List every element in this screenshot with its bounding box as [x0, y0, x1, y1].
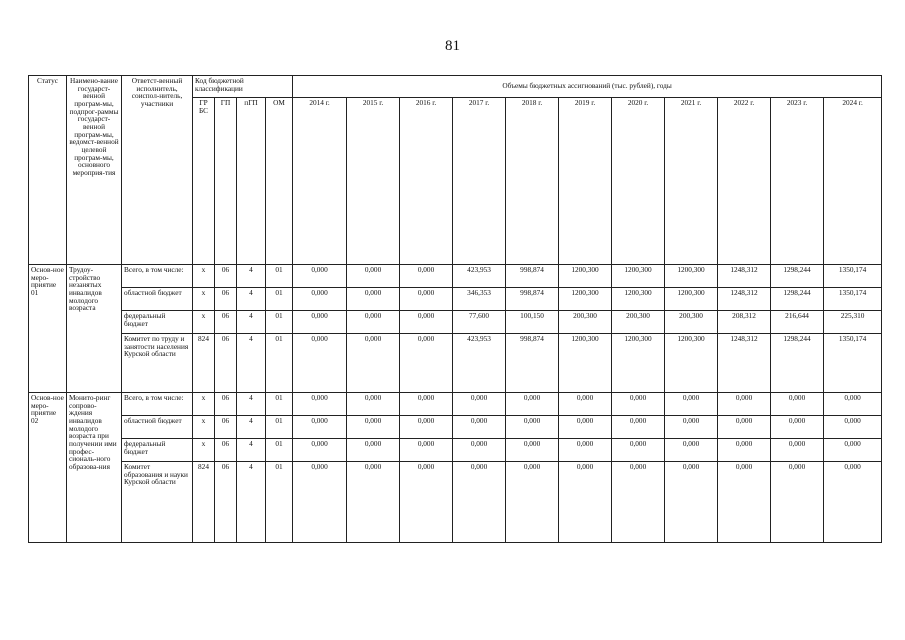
value-cell: 0,000	[612, 439, 665, 462]
value-cell: 208,312	[718, 311, 771, 334]
table-row	[29, 334, 882, 393]
value-cell: 0,000	[559, 393, 612, 416]
value-cell: 1248,312	[718, 265, 771, 288]
value-cell: 998,874	[506, 265, 559, 288]
value-cell: 0,000	[400, 311, 453, 334]
executor-cell: Всего, в том числе:	[122, 265, 193, 288]
code-cell: 01	[266, 265, 293, 288]
value-cell: 0,000	[293, 416, 347, 439]
value-cell: 1200,300	[665, 334, 718, 393]
table-row	[29, 439, 882, 462]
code-cell: 06	[215, 334, 237, 393]
code-cell: 4	[237, 439, 266, 462]
code-cell: 4	[237, 416, 266, 439]
value-cell: 0,000	[453, 439, 506, 462]
value-cell: 0,000	[506, 462, 559, 543]
code-cell: 06	[215, 462, 237, 543]
value-cell: 0,000	[347, 265, 400, 288]
executor-cell: областной бюджет	[122, 288, 193, 311]
header-year: 2015 г.	[347, 98, 400, 265]
value-cell: 0,000	[506, 439, 559, 462]
value-cell: 0,000	[559, 439, 612, 462]
value-cell: 77,600	[453, 311, 506, 334]
value-cell: 0,000	[771, 416, 824, 439]
value-cell: 0,000	[718, 439, 771, 462]
header-year: 2016 г.	[400, 98, 453, 265]
value-cell: 200,300	[612, 311, 665, 334]
value-cell: 0,000	[665, 439, 718, 462]
value-cell: 998,874	[506, 288, 559, 311]
executor-cell: Комитет образования и науки Курской области	[122, 462, 193, 543]
code-cell: 4	[237, 311, 266, 334]
value-cell: 423,953	[453, 265, 506, 288]
code-cell: 06	[215, 311, 237, 334]
value-cell: 0,000	[293, 462, 347, 543]
value-cell: 0,000	[506, 416, 559, 439]
code-cell: 01	[266, 462, 293, 543]
header-code-col: ГП	[215, 98, 237, 265]
table-row	[29, 462, 882, 543]
value-cell: 0,000	[347, 439, 400, 462]
value-cell: 0,000	[293, 288, 347, 311]
value-cell: 1350,174	[824, 334, 882, 393]
value-cell: 0,000	[771, 439, 824, 462]
value-cell: 1350,174	[824, 288, 882, 311]
value-cell: 1298,244	[771, 288, 824, 311]
executor-cell: федеральный бюджет	[122, 311, 193, 334]
value-cell: 0,000	[400, 265, 453, 288]
executor-cell: областной бюджет	[122, 416, 193, 439]
executor-cell: Комитет по труду и занятости населения Курской области	[122, 334, 193, 393]
header-year: 2019 г.	[559, 98, 612, 265]
header-year: 2014 г.	[293, 98, 347, 265]
code-cell: х	[193, 265, 215, 288]
budget-allocation-table	[28, 75, 882, 543]
code-cell: 4	[237, 265, 266, 288]
value-cell: 1200,300	[612, 288, 665, 311]
code-cell: 01	[266, 393, 293, 416]
table-row	[29, 416, 882, 439]
name-cell: Трудоу-стройство незанятых инвалидов молодого возраста	[67, 265, 122, 393]
value-cell: 0,000	[293, 439, 347, 462]
code-cell: х	[193, 288, 215, 311]
value-cell: 1200,300	[559, 265, 612, 288]
executor-cell: Всего, в том числе:	[122, 393, 193, 416]
value-cell: 0,000	[824, 416, 882, 439]
value-cell: 0,000	[293, 334, 347, 393]
value-cell: 200,300	[665, 311, 718, 334]
header-code-col: пГП	[237, 98, 266, 265]
code-cell: 4	[237, 288, 266, 311]
code-cell: х	[193, 439, 215, 462]
code-cell: 01	[266, 439, 293, 462]
header-allocations: Объемы бюджетных ассигнований (тыс. рублей), годы	[293, 76, 882, 98]
value-cell: 1350,174	[824, 265, 882, 288]
value-cell: 0,000	[771, 462, 824, 543]
table-row	[29, 265, 882, 288]
value-cell: 0,000	[347, 462, 400, 543]
value-cell: 0,000	[824, 439, 882, 462]
value-cell: 0,000	[400, 439, 453, 462]
value-cell: 1200,300	[612, 265, 665, 288]
code-cell: 06	[215, 393, 237, 416]
value-cell: 100,150	[506, 311, 559, 334]
header-year: 2018 г.	[506, 98, 559, 265]
code-cell: 824	[193, 334, 215, 393]
value-cell: 0,000	[293, 393, 347, 416]
code-cell: х	[193, 311, 215, 334]
value-cell: 0,000	[347, 334, 400, 393]
value-cell: 0,000	[612, 416, 665, 439]
value-cell: 1298,244	[771, 334, 824, 393]
value-cell: 0,000	[559, 416, 612, 439]
value-cell: 0,000	[347, 393, 400, 416]
executor-cell: федеральный бюджет	[122, 439, 193, 462]
value-cell: 346,353	[453, 288, 506, 311]
code-cell: 4	[237, 393, 266, 416]
header-year: 2021 г.	[665, 98, 718, 265]
value-cell: 0,000	[718, 393, 771, 416]
code-cell: 06	[215, 439, 237, 462]
value-cell: 0,000	[824, 393, 882, 416]
code-cell: 01	[266, 288, 293, 311]
value-cell: 0,000	[718, 462, 771, 543]
value-cell: 0,000	[824, 462, 882, 543]
value-cell: 0,000	[400, 462, 453, 543]
header-status: Статус	[29, 76, 67, 265]
value-cell: 0,000	[612, 393, 665, 416]
value-cell: 0,000	[347, 416, 400, 439]
table-row	[29, 288, 882, 311]
header-year: 2022 г.	[718, 98, 771, 265]
code-cell: 01	[266, 416, 293, 439]
status-cell: Основ-ное меро-приятие 02	[29, 393, 67, 543]
value-cell: 0,000	[453, 393, 506, 416]
value-cell: 0,000	[665, 462, 718, 543]
code-cell: 01	[266, 334, 293, 393]
header-name: Наимено-вание государст-венной програм-мы, подпрог-раммы государст-венной програм-мы, ведомст-венной целевой програм-мы, основного мероприя-тия	[67, 76, 122, 265]
value-cell: 0,000	[453, 416, 506, 439]
table-row	[29, 393, 882, 416]
value-cell: 216,644	[771, 311, 824, 334]
value-cell: 1200,300	[559, 288, 612, 311]
value-cell: 225,310	[824, 311, 882, 334]
value-cell: 0,000	[293, 265, 347, 288]
value-cell: 0,000	[612, 462, 665, 543]
value-cell: 0,000	[293, 311, 347, 334]
value-cell: 423,953	[453, 334, 506, 393]
header-year: 2017 г.	[453, 98, 506, 265]
value-cell: 0,000	[400, 334, 453, 393]
header-year: 2023 г.	[771, 98, 824, 265]
code-cell: 06	[215, 265, 237, 288]
value-cell: 998,874	[506, 334, 559, 393]
value-cell: 1298,244	[771, 265, 824, 288]
code-cell: 4	[237, 462, 266, 543]
value-cell: 0,000	[400, 416, 453, 439]
header-budget-code: Код бюджетной классификации	[193, 76, 293, 98]
value-cell: 0,000	[559, 462, 612, 543]
status-cell: Основ-ное меро-приятие 01	[29, 265, 67, 393]
value-cell: 1248,312	[718, 288, 771, 311]
code-cell: 4	[237, 334, 266, 393]
header-year: 2020 г.	[612, 98, 665, 265]
value-cell: 0,000	[665, 393, 718, 416]
code-cell: х	[193, 393, 215, 416]
value-cell: 0,000	[453, 462, 506, 543]
value-cell: 1200,300	[665, 288, 718, 311]
value-cell: 1200,300	[665, 265, 718, 288]
code-cell: 01	[266, 311, 293, 334]
value-cell: 0,000	[400, 393, 453, 416]
page-number: 81	[445, 38, 460, 54]
value-cell: 0,000	[347, 311, 400, 334]
value-cell: 0,000	[347, 288, 400, 311]
value-cell: 1200,300	[559, 334, 612, 393]
header-executor: Ответст-венный исполнитель, соиспол-нитель, участники	[122, 76, 193, 265]
header-year: 2024 г.	[824, 98, 882, 265]
value-cell: 0,000	[718, 416, 771, 439]
table-row	[29, 311, 882, 334]
code-cell: 06	[215, 416, 237, 439]
value-cell: 1248,312	[718, 334, 771, 393]
name-cell: Монито-ринг сопрово-ждения инвалидов молодого возраста при получении ими профес-сиональ-ного образова-ния	[67, 393, 122, 543]
value-cell: 1200,300	[612, 334, 665, 393]
value-cell: 0,000	[771, 393, 824, 416]
header-code-col: ОМ	[266, 98, 293, 265]
value-cell: 0,000	[400, 288, 453, 311]
value-cell: 0,000	[506, 393, 559, 416]
code-cell: 824	[193, 462, 215, 543]
code-cell: 06	[215, 288, 237, 311]
value-cell: 200,300	[559, 311, 612, 334]
code-cell: х	[193, 416, 215, 439]
value-cell: 0,000	[665, 416, 718, 439]
header-code-col: ГР БС	[193, 98, 215, 265]
